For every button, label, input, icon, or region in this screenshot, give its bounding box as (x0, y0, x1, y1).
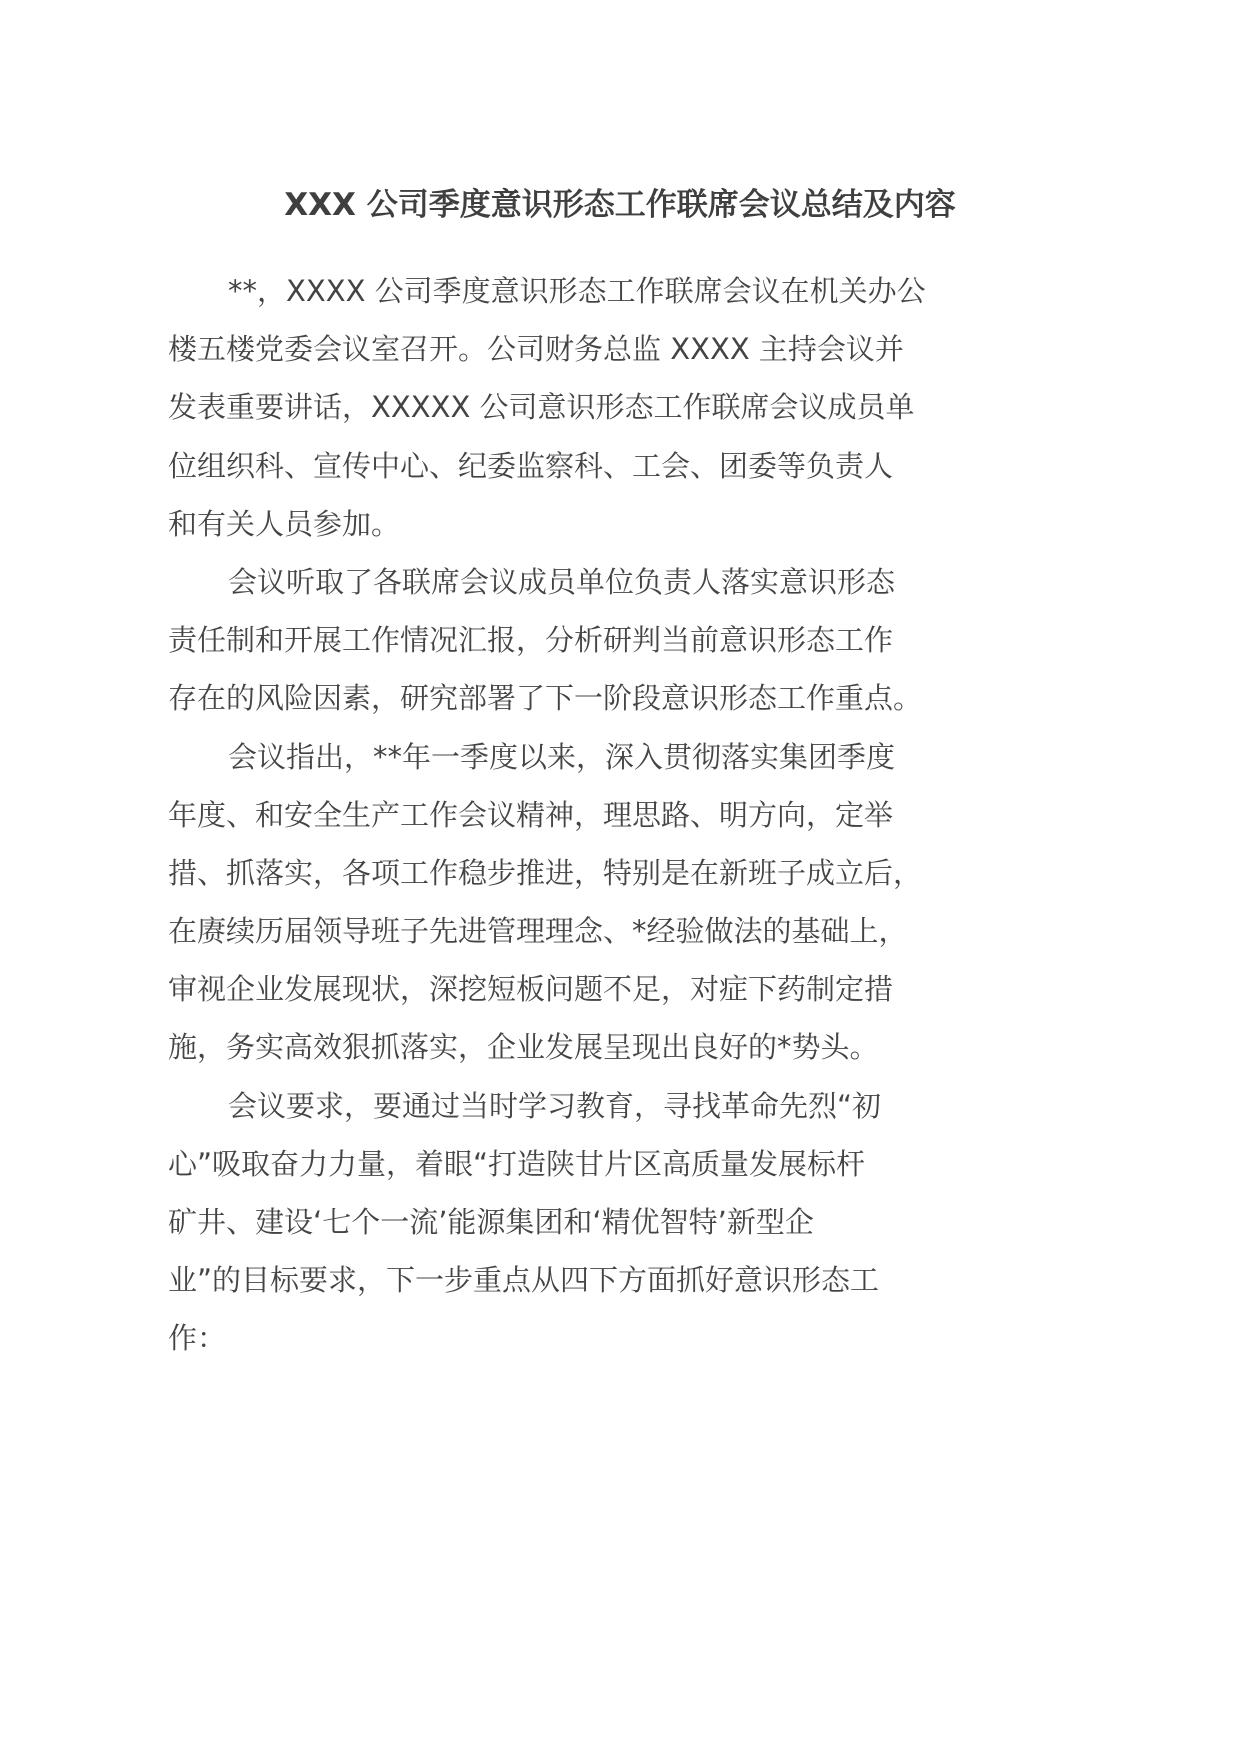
paragraph-1-line-1: **，XXXX 公司季度意识形态工作联席会议在机关办公 (228, 274, 926, 308)
paragraph-3-line-5: 审视企业发展现状，深挖短板问题不足，对症下药制定措 (168, 972, 894, 1007)
paragraph-4-line-1: 会议要求，要通过当时学习教育，寻找革命先烈“初 (228, 1088, 882, 1123)
document-body (168, 262, 948, 1368)
paragraph-3-line-2: 年度、和安全生产工作会议精神，理思路、明方向，定举 (168, 797, 894, 832)
paragraph-2-line-3: 存在的风险因素，研究部署了下一阶段意识形态工作重点。 (168, 681, 923, 716)
document-title: XXX 公司季度意识形态工作联席会议总结及内容 (284, 187, 956, 223)
paragraph-1-line-5: 和有关人员参加。 (168, 506, 401, 541)
paragraph-1-line-2: 楼五楼党委会议室召开。公司财务总监 XXXX 主持会议并 (168, 332, 904, 367)
paragraph-4-line-2: 心”吸取奋力力量，着眼“打造陕甘片区高质量发展标杆 (168, 1146, 866, 1181)
paragraph-4-line-5: 作： (168, 1321, 227, 1356)
paragraph-3-line-1: 会议指出，**年一季度以来，深入贯彻落实集团季度 (228, 739, 896, 774)
paragraph-3-line-6: 施，务实高效狠抓落实，企业发展呈现出良好的*势头。 (168, 1030, 879, 1065)
paragraph-3-line-4: 在赓续历届领导班子先进管理理念、*经验做法的基础上， (168, 914, 908, 949)
paragraph-1-line-4: 位组织科、宣传中心、纪委监察科、工会、团委等负责人 (168, 448, 894, 483)
paragraph-3-line-3: 措、抓落实，各项工作稳步推进，特别是在新班子成立后， (168, 855, 923, 890)
paragraph-2-line-2: 责任制和开展工作情况汇报，分析研判当前意识形态工作 (168, 623, 894, 658)
paragraph-4-line-4: 业”的目标要求，下一步重点从四下方面抓好意识形态工 (168, 1263, 880, 1298)
paragraph-2-line-1: 会议听取了各联席会议成员单位负责人落实意识形态 (228, 564, 896, 599)
paragraph-1-line-3: 发表重要讲话，XXXXX 公司意识形态工作联席会议成员单 (168, 390, 915, 425)
paragraph-4-line-3: 矿井、建设‘七个一流’能源集团和‘精优智特’新型企 (168, 1205, 814, 1239)
